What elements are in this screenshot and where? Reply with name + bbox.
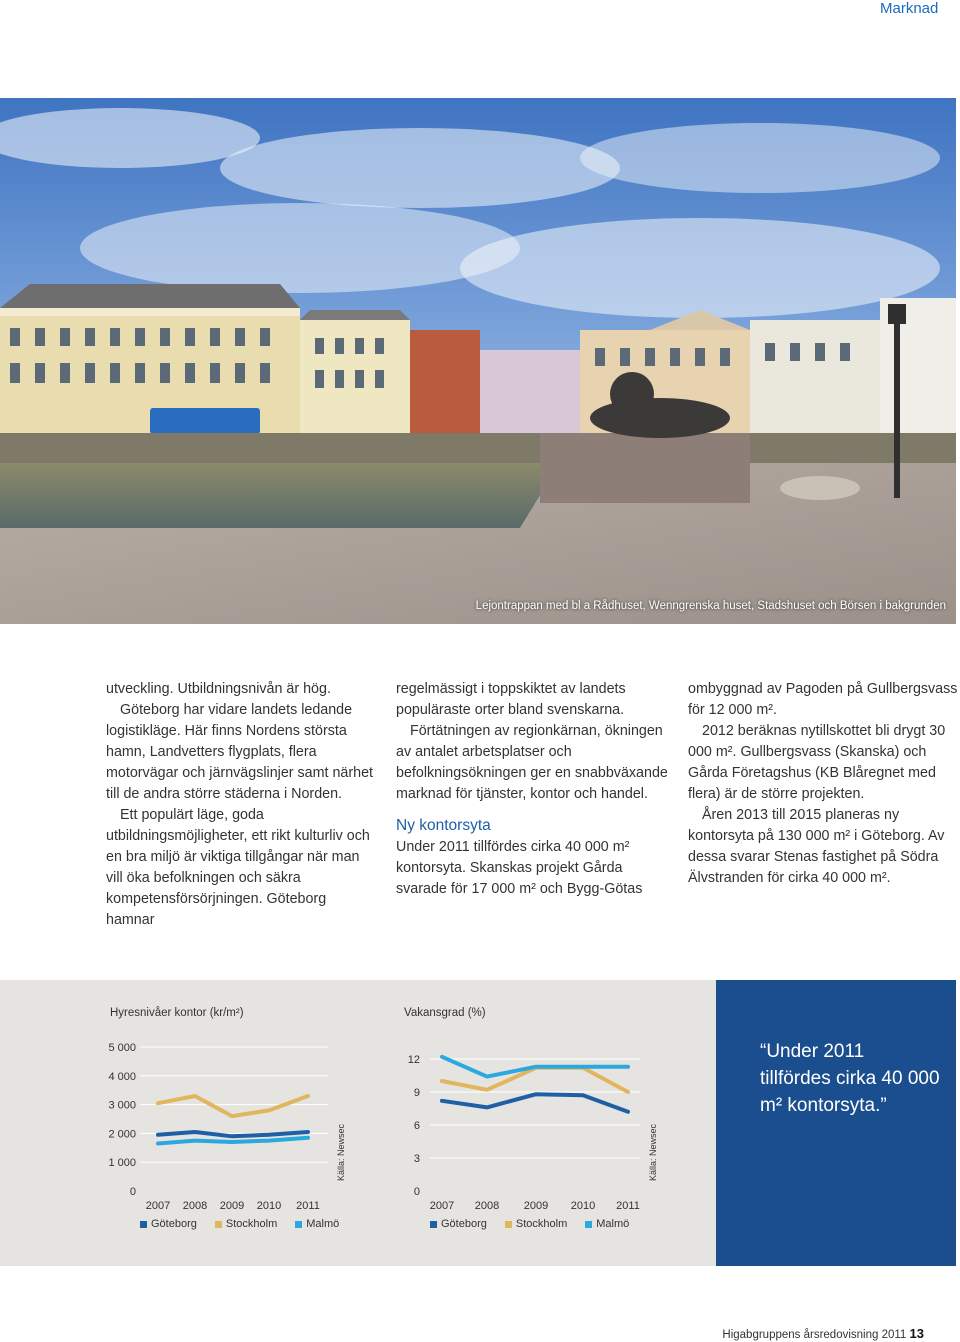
x-tick-label: 2008 xyxy=(182,1200,208,1212)
text-column-2 xyxy=(396,679,668,900)
y-tick-label: 2 000 xyxy=(108,1128,136,1141)
series-line-stockholm xyxy=(442,1068,628,1092)
y-tick-label: 0 xyxy=(413,1186,420,1198)
x-tick-label: 2011 xyxy=(296,1200,320,1212)
chart-1-rent-levels xyxy=(96,1030,352,1220)
paragraph: regelmässigt i toppskiktet av landets populäraste orter bland svenskarna. xyxy=(396,681,626,718)
paragraph: utveckling. Utbildningsnivån är hög. xyxy=(106,681,331,697)
publication-name: Higabgruppens årsredovisning 2011 xyxy=(722,1329,907,1341)
y-tick-label: 5 000 xyxy=(108,1042,136,1054)
series-line-malmö xyxy=(442,1057,628,1077)
legend-label: Göteborg xyxy=(441,1218,487,1230)
series-line-stockholm xyxy=(158,1096,308,1116)
legend-label: Göteborg xyxy=(151,1218,197,1230)
legend-swatch xyxy=(140,1221,147,1228)
quote-text: Under 2011 tillfördes cirka 40 000 m² kontorsyta. xyxy=(760,1041,940,1116)
chart-source: Källa: Newsec xyxy=(648,1123,658,1181)
paragraph: Under 2011 tillfördes cirka 40 000 m² kontorsyta. Skanskas projekt Gårda svarade för 17 000 m² och Bygg-Götas xyxy=(396,839,643,897)
x-tick-label: 2010 xyxy=(570,1200,596,1212)
page-footer xyxy=(722,1326,924,1341)
y-tick-label: 3 xyxy=(413,1153,420,1165)
chart-2-vacancy-rate xyxy=(390,1030,666,1220)
photo-caption: Lejontrappan med bl a Rådhuset, Wenngrenska huset, Stadshuset och Börsen i bakgrunden xyxy=(475,600,946,612)
legend-swatch xyxy=(430,1221,437,1228)
pull-quote xyxy=(760,1038,940,1119)
open-quote-mark: “ xyxy=(760,1041,767,1062)
chart-1-title: Hyresnivåer kontor (kr/m²) xyxy=(110,1007,244,1019)
x-tick-label: 2008 xyxy=(474,1200,500,1212)
x-tick-label: 2009 xyxy=(219,1200,245,1212)
y-tick-label: 6 xyxy=(413,1120,420,1132)
x-tick-label: 2009 xyxy=(523,1200,549,1212)
series-line-göteborg xyxy=(158,1132,308,1136)
chart-source: Källa: Newsec xyxy=(336,1123,346,1181)
paragraph: 2012 beräknas nytillskottet bli drygt 30 000 m². Gullbergsvass (Skanska) och Gårda Företagshus (KB Blåregnet med flera) är de större projekten. xyxy=(688,723,946,802)
legend-swatch xyxy=(505,1221,512,1228)
y-tick-label: 0 xyxy=(129,1186,136,1198)
paragraph: ombyggnad av Pagoden på Gullbergsvass för 12 000 m². xyxy=(688,681,958,718)
y-tick-label: 9 xyxy=(413,1087,420,1099)
legend-swatch xyxy=(295,1221,302,1228)
page-number: 13 xyxy=(909,1326,924,1341)
y-tick-label: 4 000 xyxy=(108,1070,136,1083)
x-tick-label: 2007 xyxy=(429,1200,455,1212)
legend-label: Stockholm xyxy=(225,1218,278,1230)
close-quote-mark: ” xyxy=(880,1095,887,1116)
legend-swatch xyxy=(215,1221,222,1228)
paragraph: Ett populärt läge, goda utbildningsmöjligheter, ett rikt kulturliv och en bra miljö är viktiga tillgångar när man vill öka befolkningen och säkra kompetensförsörjningen. Göteborg hamnar xyxy=(106,807,370,928)
x-tick-label: 2007 xyxy=(145,1200,171,1212)
hero-photo xyxy=(0,98,956,624)
paragraph: Åren 2013 till 2015 planeras ny kontorsyta på 130 000 m² i Göteborg. Av dessa svarar Stenas fastighet på Södra Älvstranden för cirka 40 000 m². xyxy=(688,807,945,886)
legend-swatch xyxy=(585,1221,592,1228)
x-tick-label: 2010 xyxy=(256,1200,282,1212)
text-column-1 xyxy=(106,679,376,931)
paragraph: Göteborg har vidare landets ledande logistikläge. Här finns Nordens största hamn, Landvetters flygplats, flera motorvägar och järnvägslinjer samt närhet till de andra större städerna i Norden. xyxy=(106,702,373,802)
city-photo-illustration xyxy=(0,98,956,624)
x-tick-label: 2011 xyxy=(616,1200,640,1212)
legend-label: Malmö xyxy=(596,1218,630,1230)
quote-box xyxy=(716,980,956,1266)
paragraph: Förtätningen av regionkärnan, ökningen av antalet arbetsplatser och befolkningsökningen ger en snabbväxande marknad för tjänster, kontor och handel. xyxy=(396,723,668,802)
legend-label: Stockholm xyxy=(515,1218,568,1230)
chart-1-legend xyxy=(140,1218,339,1230)
series-line-göteborg xyxy=(442,1094,628,1112)
chart-2-title: Vakansgrad (%) xyxy=(404,1007,486,1019)
series-line-malmö xyxy=(158,1138,308,1144)
subheading: Ny kontorsyta xyxy=(396,817,491,834)
legend-label: Malmö xyxy=(306,1218,340,1230)
y-tick-label: 12 xyxy=(407,1054,420,1066)
chart-2-legend xyxy=(430,1218,629,1230)
section-label: Marknad xyxy=(880,0,939,17)
y-tick-label: 3 000 xyxy=(108,1099,136,1112)
y-tick-label: 1 000 xyxy=(108,1157,136,1170)
text-column-3 xyxy=(688,679,958,889)
